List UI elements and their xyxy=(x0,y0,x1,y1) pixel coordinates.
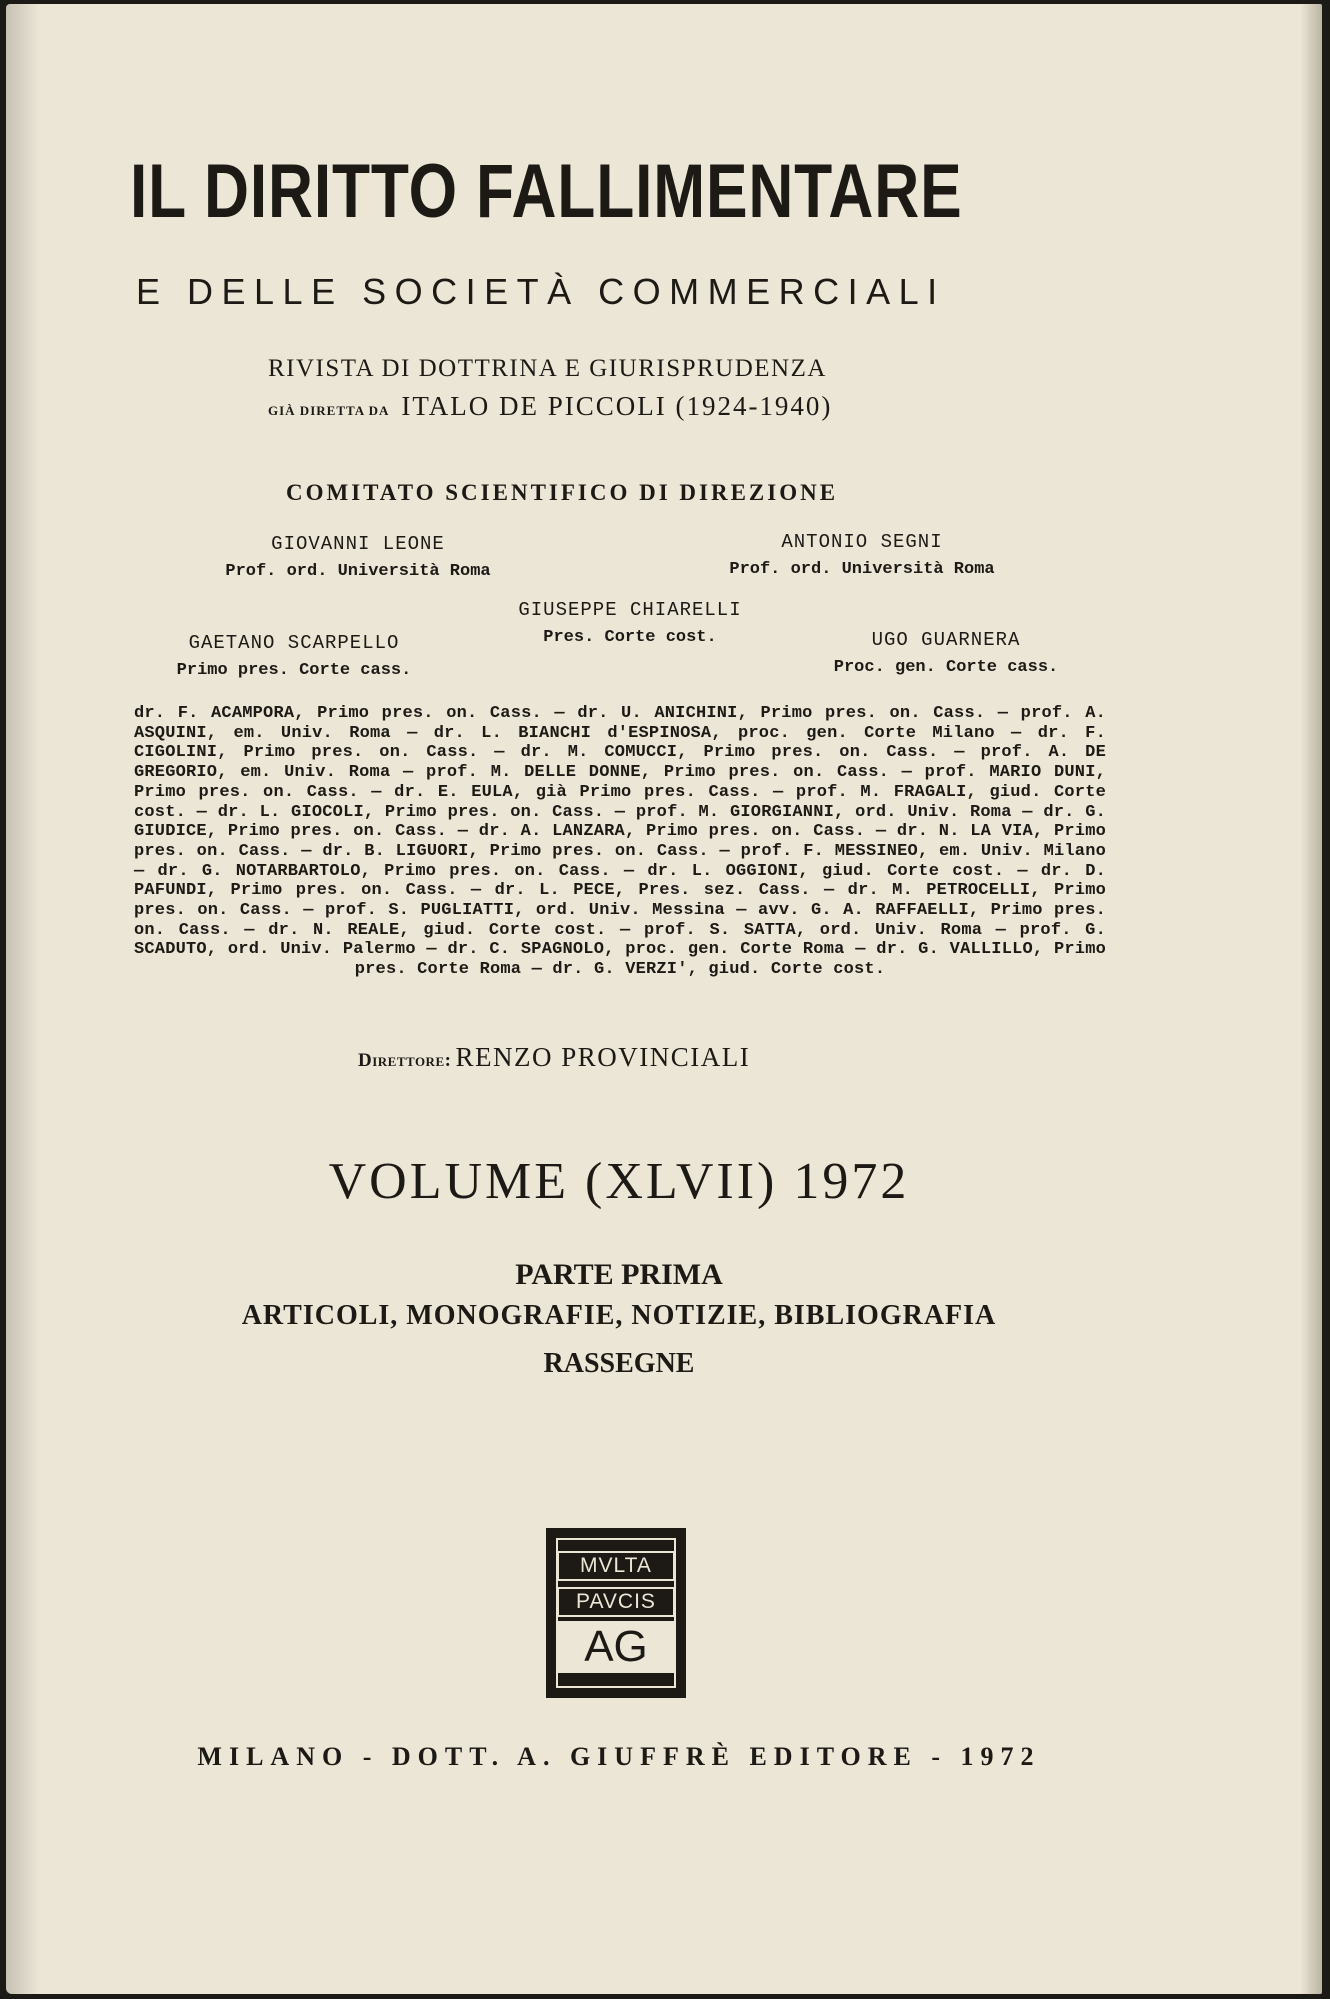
member-role: Proc. gen. Corte cass. xyxy=(833,658,1059,677)
member-name: GAETANO SCARPELLO xyxy=(188,632,400,654)
former-director-name: ITALO DE PICCOLI (1924-1940) xyxy=(401,391,833,421)
logo-word-multa: MVLTA xyxy=(557,1551,675,1581)
binding-shadow xyxy=(6,4,40,1994)
director-line xyxy=(358,1044,750,1071)
former-director-label: GIÀ DIRETTA DA xyxy=(268,403,390,418)
publisher-imprint: MILANO - DOTT. A. GIUFFRÈ EDITORE - 1972 xyxy=(197,1742,1041,1771)
member-name: GIUSEPPE CHIARELLI xyxy=(518,599,742,621)
former-director-line xyxy=(268,393,832,420)
journal-subtitle: E DELLE SOCIETÀ COMMERCIALI xyxy=(136,271,946,312)
member-role: Pres. Corte cost. xyxy=(543,628,717,647)
committee-member-leone xyxy=(202,535,514,580)
journal-description: RIVISTA DI DOTTRINA E GIURISPRUDENZA xyxy=(268,355,827,382)
logo-word-paucis: PAVCIS xyxy=(557,1587,675,1617)
collaborators-list: dr. F. ACAMPORA, Primo pres. on. Cass. — dr. U. ANICHINI, Primo pres. on. Cass. — prof. A. ASQUINI, em. Univ. Roma — dr. L. BIANCHI d'ESPINOSA, proc. gen. Corte Milano — dr. F. CIGOLINI, Primo pres. on. Cass. — dr. M. COMUCCI, Primo pres. on. Cass. — prof. A. DE GREGORIO, em. Univ. Roma — prof. M. DELLE DONNE, Primo pres. on. Cass. — prof. MARIO DUNI, Primo pres. on. Cass. — dr. E. EULA, già Primo pres. Cass. — prof. M. FRAGALI, giud. Corte cost. — dr. L. GIOCOLI, Primo pres. on. Cass. — prof. M. GIORGIANNI, ord. Univ. Roma — dr. G. GIUDICE, Primo pres. on. Cass. — dr. A. LANZARA, Primo pres. on. Cass. — dr. N. LA VIA, Primo pres. on. Cass. — dr. B. LIGUORI, Primo pres. on. Cass. — prof. F. MESSINEO, em. Univ. Milano — dr. G. NOTARBARTOLO, Primo pres. on. Cass. — dr. L. OGGIONI, giud. Corte cost. — dr. D. PAFUNDI, Primo pres. on. Cass. — dr. L. PECE, Pres. sez. Cass. — dr. M. PETROCELLI, Primo pres. on. Cass. — prof. S. PUGLIATTI, ord. Univ. Messina — avv. G. A. RAFFAELLI, Primo pres. on. Cass. — dr. N. REALE, giud. Corte cost. — prof. S. SATTA, ord. Univ. Roma — prof. G. SCADUTO, ord. Univ. Palermo — dr. C. SPAGNOLO, proc. gen. Corte Roma — dr. G. VALLILLO, Primo pres. Corte Roma — dr. G. VERZI', giud. Corte cost. xyxy=(134,704,1106,980)
committee-member-segni xyxy=(706,533,1018,578)
title-page xyxy=(6,4,1322,1994)
part-rassegne: RASSEGNE xyxy=(543,1348,695,1379)
director-label: Direttore: xyxy=(358,1050,452,1071)
member-name: UGO GUARNERA xyxy=(871,629,1021,651)
member-name: GIOVANNI LEONE xyxy=(271,533,445,555)
committee-heading: COMITATO SCIENTIFICO DI DIREZIONE xyxy=(286,480,839,505)
part-title: PARTE PRIMA xyxy=(515,1258,723,1291)
committee-member-guarnera xyxy=(826,631,1066,676)
committee-member-chiarelli xyxy=(476,601,784,646)
member-role: Primo pres. Corte cass. xyxy=(176,661,412,680)
journal-title: IL DIRITTO FALLIMENTARE xyxy=(130,149,963,234)
logo-monogram: AG xyxy=(557,1621,675,1673)
page-edge-shadow xyxy=(1300,4,1322,1994)
member-role: Prof. ord. Università Roma xyxy=(225,562,491,581)
director-name: RENZO PROVINCIALI xyxy=(455,1042,751,1072)
publisher-logo xyxy=(546,1528,686,1698)
member-role: Prof. ord. Università Roma xyxy=(729,560,995,579)
volume-title: VOLUME (XLVII) 1972 xyxy=(328,1153,910,1210)
committee-member-scarpello xyxy=(138,634,450,679)
part-contents: ARTICOLI, MONOGRAFIE, NOTIZIE, BIBLIOGRAFIA xyxy=(241,1300,997,1331)
member-name: ANTONIO SEGNI xyxy=(781,531,943,553)
